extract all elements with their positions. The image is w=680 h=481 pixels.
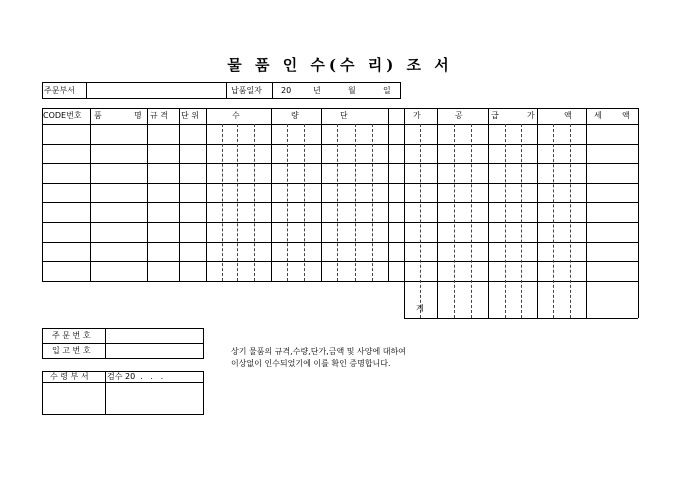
column-divider [638,108,639,318]
table-row[interactable] [43,145,637,163]
header-supply-amount: 급 [491,111,499,120]
delivery-date-month-unit: 월 [348,86,356,95]
table-row[interactable] [43,223,637,241]
header-unit: 단 위 [181,111,199,120]
inspection-date-label[interactable]: 검수 20 . . . [107,372,164,381]
certification-statement [231,346,406,370]
table-row[interactable] [43,243,637,261]
dept-label: 주문부서 [44,86,75,95]
table-row[interactable] [43,164,637,182]
header-tax: 액 [622,111,630,120]
dept-field[interactable] [92,87,222,96]
total-label: 계 [416,304,424,313]
delivery-date-label: 납품일자 [231,86,262,95]
delivery-date-year[interactable]: 20 [281,86,292,95]
statement-line: 상기 물품의 규격,수량,단가,금액 및 사양에 대하여 [231,347,406,356]
table-row[interactable] [43,125,637,143]
receipt-number-label: 입 고 번 호 [52,346,91,355]
receiving-dept-field[interactable] [43,383,104,414]
order-box-divider [42,343,204,344]
receipt-number-field[interactable] [110,347,200,356]
table-row[interactable] [43,203,637,221]
document-title: 물 품 인 수(수 리) 조 서 [227,56,453,74]
header-supply-amount: 가 [527,111,535,120]
delivery-date-year-unit: 년 [313,86,321,95]
header-tax: 세 [594,111,602,120]
header-unit-price: 단 [340,111,348,120]
delivery-date-day-unit: 일 [383,86,391,95]
info-divider [86,82,87,99]
table-row[interactable] [43,262,637,280]
table-border [42,108,638,109]
header-item: 품 [94,111,102,120]
row-divider [42,281,638,282]
statement-line: 이상없이 인수되었기에 이를 확인 증명합니다. [231,359,391,368]
receiving-dept-label: 수 령 부 서 [50,372,89,381]
order-number-field[interactable] [110,332,200,341]
order-number-label: 주 문 번 호 [52,331,91,340]
inspector-field[interactable] [106,383,203,414]
order-box-divider [105,328,106,359]
header-quantity: 량 [291,111,299,120]
table-border [404,318,638,319]
table-row[interactable] [43,184,637,202]
header-supply-amount: 액 [564,111,572,120]
header-code: CODE번호 [43,111,82,120]
header-unit-price: 가 [413,111,421,120]
header-quantity: 수 [232,111,240,120]
info-divider [272,82,273,99]
header-item: 명 [134,111,142,120]
info-divider [226,82,227,99]
header-supply-amount: 공 [455,111,463,120]
header-spec: 규 격 [150,111,168,120]
